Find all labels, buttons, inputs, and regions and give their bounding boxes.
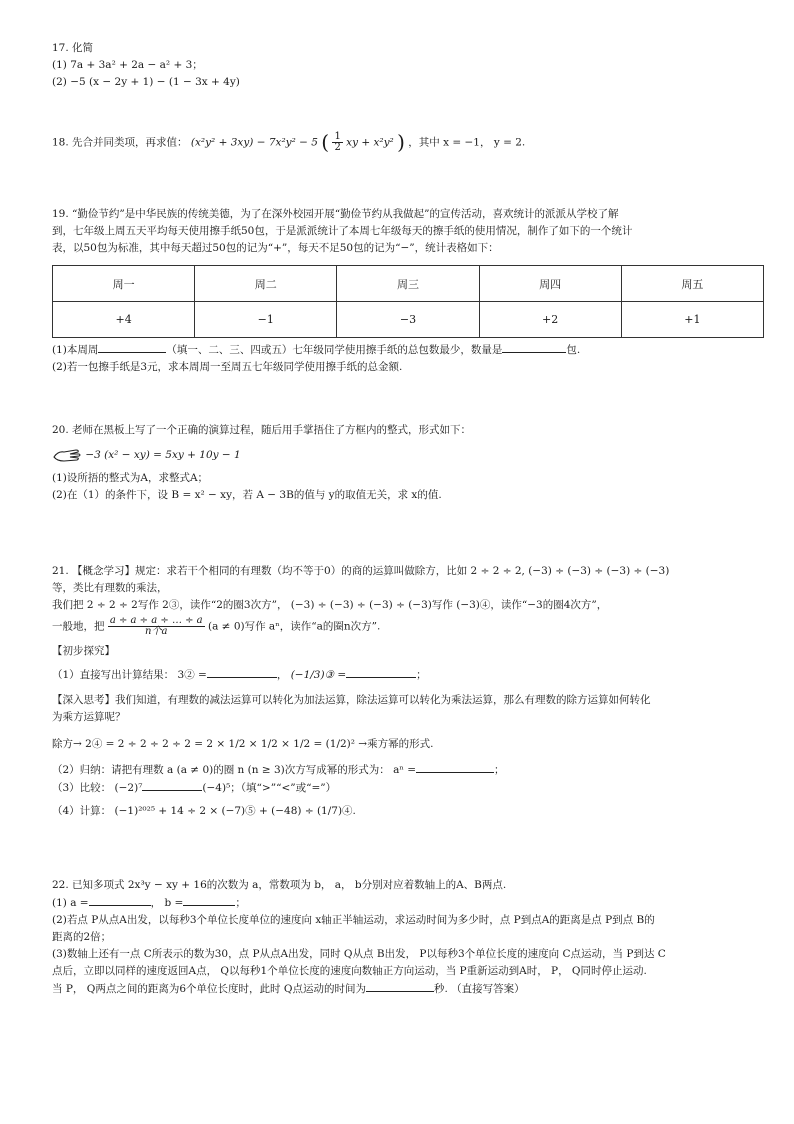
q20-part-2: (2)在（1）的条件下，设 B = x² − xy，若 A − 3B的值与 y的取值无关，求 x的值. xyxy=(52,489,442,501)
table-cell: −1 xyxy=(195,302,337,338)
q22-part-3-line-2: 点后，立即以同样的速度返回A点， Q以每秒1个单位长度的速度向数轴正方向运动，当 P重新运动到A时， P， Q同时停止运动. xyxy=(52,965,647,977)
q20-part-1: (1)设所捂的整式为A，求整式A； xyxy=(52,472,209,484)
q21-line-2: 等，类比有理数的乘法， xyxy=(52,582,168,594)
answer-blank[interactable] xyxy=(366,980,434,992)
q19-line-2: 到，七年级上周五天平均每天使用擦手纸50包，于是派派统计了本周七年级每天的擦手纸的使用情况，制作了如下的一个统计 xyxy=(52,225,633,237)
hand-icon xyxy=(52,447,82,463)
question-21 xyxy=(52,563,752,820)
q22-part-2-line-1: (2)若点 P从点A出发，以每秒3个单位长度单位的速度向 x轴正半轴运动，求运动时间为多少时，点 P到点A的距离是点 P到点 B的 xyxy=(52,914,655,926)
q18-fraction xyxy=(332,132,342,153)
q21-explore-2: （2）归纳：请把有理数 a (a ≠ 0)的圈 n (n ≥ 3)次方写成幂的形式为： aⁿ = ； xyxy=(52,761,752,779)
q18-frac-num: 1 xyxy=(334,131,341,142)
q21-line-1: 21. 【概念学习】规定：求若干个相同的有理数（均不等于0）的商的运算叫做除方，比如 2 ÷ 2 ÷ 2, (−3) ÷ (−3) ÷ (−3) ÷ (−3) xyxy=(52,565,670,577)
q17-part-2: (2) −5 (x − 2y + 1) − (1 − 3x + 4y) xyxy=(52,76,240,88)
q18-frac-den: 2 xyxy=(334,142,341,153)
table-header-row xyxy=(53,266,764,302)
q18-prefix: 18. 先合并同类项，再求值： xyxy=(52,136,188,149)
q21-explore-1: （1）直接写出计算结果： 3② = ， (−1/3)③ = ； xyxy=(52,666,752,684)
q20-expression-line xyxy=(52,447,752,464)
q18-line: 18. 先合并同类项，再求值： (x²y² + 3xy) − 7x²y² − 5 ( $\frac{1}{2}$ xy + x²y² ) ，其中 x = −1， y = 2. xyxy=(52,130,526,154)
answer-blank[interactable] xyxy=(98,341,166,353)
q19-part-2: (2)若一包擦手纸是3元，求本周周一至周五七年级同学使用擦手纸的总金额. xyxy=(52,361,403,373)
table-cell: +1 xyxy=(621,302,763,338)
table-header: 周四 xyxy=(479,266,621,302)
answer-blank[interactable] xyxy=(207,666,277,678)
q19-line-1: 19. “勤俭节约”是中华民族的传统美德，为了在深外校园开展“勤俭节约从我做起”的宣传活动，喜欢统计的派派从学校了解 xyxy=(52,208,619,220)
q20-title: 20. 老师在黑板上写了一个正确的演算过程，随后用手掌捂住了方框内的整式，形式如下： xyxy=(52,424,472,436)
question-22 xyxy=(52,877,752,998)
question-20 xyxy=(52,422,752,504)
q21-line-3: 我们把 2 ÷ 2 ÷ 2写作 2③，读作“2的圈3次方”， (−3) ÷ (−3) ÷ (−3) ÷ (−3)写作 (−3)④，读作“−3的圈4次方”， xyxy=(52,599,608,611)
q21-chain: 除方→ 2④ = 2 ÷ 2 ÷ 2 ÷ 2 = 2 × 1/2 × 1/2 × 1/2 = (1/2)² →乘方幂的形式. xyxy=(52,738,434,750)
answer-blank[interactable] xyxy=(346,666,416,678)
table-header: 周五 xyxy=(621,266,763,302)
question-19 xyxy=(52,206,752,257)
q19-line-3: 表，以50包为标准，其中每天超过50包的记为“+”，每天不足50包的记为“−”，统计表格如下： xyxy=(52,242,499,254)
table-row xyxy=(53,302,764,338)
q20-expression: −3 (x² − xy) = 5xy + 10y − 1 xyxy=(85,449,241,461)
q21-division-fraction: $\frac{a \div a \div a \div \dots \div a}{\text{n个a}}$ xyxy=(109,615,203,637)
answer-blank[interactable] xyxy=(89,894,151,906)
q19-table xyxy=(52,265,764,338)
q17-part-1: (1) 7a + 3a² + 2a − a² + 3； xyxy=(52,59,203,71)
q22-part-3-line-3: 当 P， Q两点之间的距离为6个单位长度时，此时 Q点运动的时间为 秒. （直接写答案） xyxy=(52,980,752,998)
table-header: 周二 xyxy=(195,266,337,302)
q21-think-2: 为乘方运算呢？ xyxy=(52,711,126,723)
table-cell: +2 xyxy=(479,302,621,338)
q21-explore-heading: 【初步探究】 xyxy=(52,645,115,657)
question-17 xyxy=(52,40,752,91)
q17-title: 17. 化简 xyxy=(52,42,94,54)
q21-think-1: 【深入思考】我们知道，有理数的减法运算可以转化为加法运算，除法运算可以转化为乘法运算，那么有理数的除方运算如何转化 xyxy=(52,694,651,706)
q19-parts xyxy=(52,341,752,376)
q22-part-1: (1) a = ， b = ； xyxy=(52,894,752,912)
answer-blank[interactable] xyxy=(183,894,235,906)
q21-explore-4: （4）计算： (−1)²⁰²⁵ + 14 ÷ 2 × (−7)⑤ + (−48) ÷ (1/7)④. xyxy=(52,805,356,817)
answer-blank[interactable] xyxy=(416,761,494,773)
q18-suffix: ，其中 x = −1， y = 2. xyxy=(408,136,526,149)
q18-expr-a: (x²y² + 3xy) − 7x²y² − 5 xyxy=(190,136,318,149)
q19-part-1: (1)本周周 （填一、二、三、四或五）七年级同学使用擦手纸的总包数最少，数量是 包. xyxy=(52,341,752,359)
q22-part-2-line-2: 距离的2倍； xyxy=(52,931,112,943)
q18-expr-b: xy + x²y² xyxy=(346,136,394,149)
q22-line-1: 22. 已知多项式 2x³y − xy + 16的次数为 a，常数项为 b， a， b分别对应着数轴上的A、B两点. xyxy=(52,879,507,891)
question-18 xyxy=(52,132,752,153)
table-cell: +4 xyxy=(53,302,195,338)
table-cell: −3 xyxy=(337,302,479,338)
q21-line-4: 一般地，把 $\frac{a \div a \div a \div \dots \div a}{\text{n个a}}$ (a ≠ 0)写作 aⁿ，读作“a的圈n次方”. xyxy=(52,615,381,637)
answer-blank[interactable] xyxy=(502,341,566,353)
table-header: 周一 xyxy=(53,266,195,302)
table-header: 周三 xyxy=(337,266,479,302)
q21-explore-3: （3）比较： (−2)⁷ (−4)⁵；（填“>”“<”或“=”） xyxy=(52,779,752,797)
answer-blank[interactable] xyxy=(142,779,202,791)
q22-part-3-line-1: (3)数轴上还有一点 C所表示的数为30，点 P从点A出发，同时 Q从点 B出发， P以每秒3个单位长度的速度向 C点运动，当 P到达 C xyxy=(52,948,666,960)
